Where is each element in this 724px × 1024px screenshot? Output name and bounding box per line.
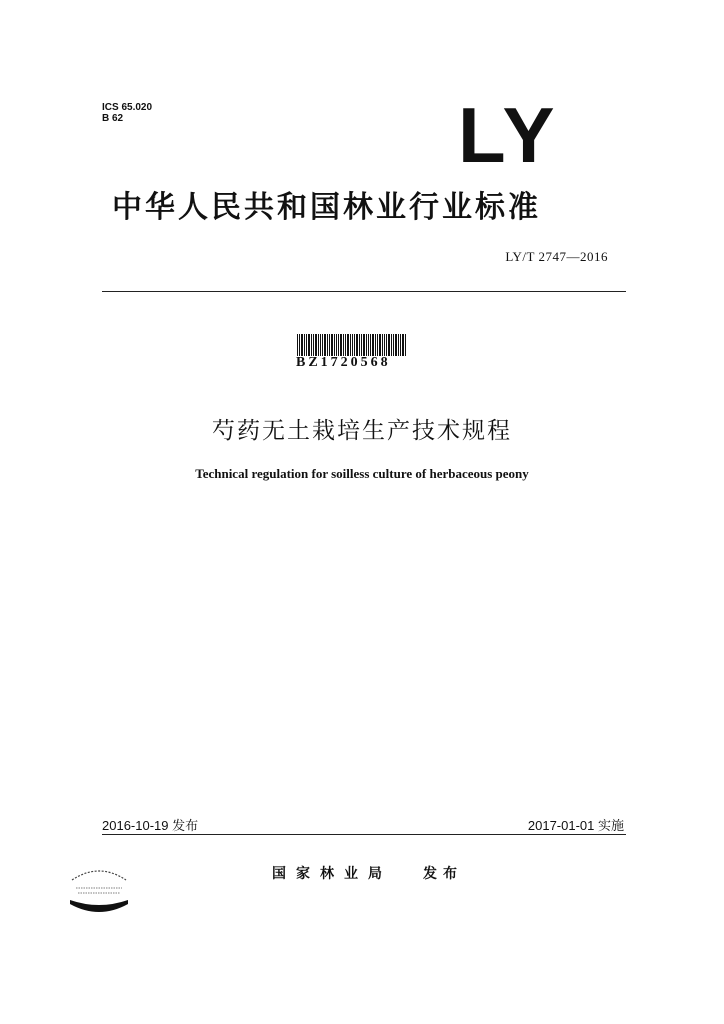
issuing-authority: 国家林业局 — [272, 866, 392, 882]
document-title-chinese: 芍药无土栽培生产技术规程 — [212, 418, 512, 444]
ccs-code: B 62 — [102, 113, 124, 124]
standard-category-title: 中华人民共和国林业行业标准 — [112, 190, 541, 225]
watermark-stamp-icon — [68, 860, 130, 920]
footer-divider — [102, 834, 626, 835]
barcode-number: BZ1720568 — [296, 355, 391, 370]
classification-codes — [102, 102, 152, 124]
header-divider — [102, 291, 626, 292]
issue-date: 2016-10-19 发布 — [102, 818, 199, 833]
document-title-english: Technical regulation for soilless culture of herbaceous peony — [195, 466, 529, 481]
implementation-date: 2017-01-01 实施 — [527, 818, 624, 833]
ly-logo: LY — [458, 91, 559, 179]
barcode-image — [297, 334, 407, 356]
ics-code: ICS 65.020 — [102, 102, 153, 113]
standard-number: LY/T 2747—2016 — [505, 249, 608, 264]
issue-word: 发布 — [423, 866, 463, 882]
